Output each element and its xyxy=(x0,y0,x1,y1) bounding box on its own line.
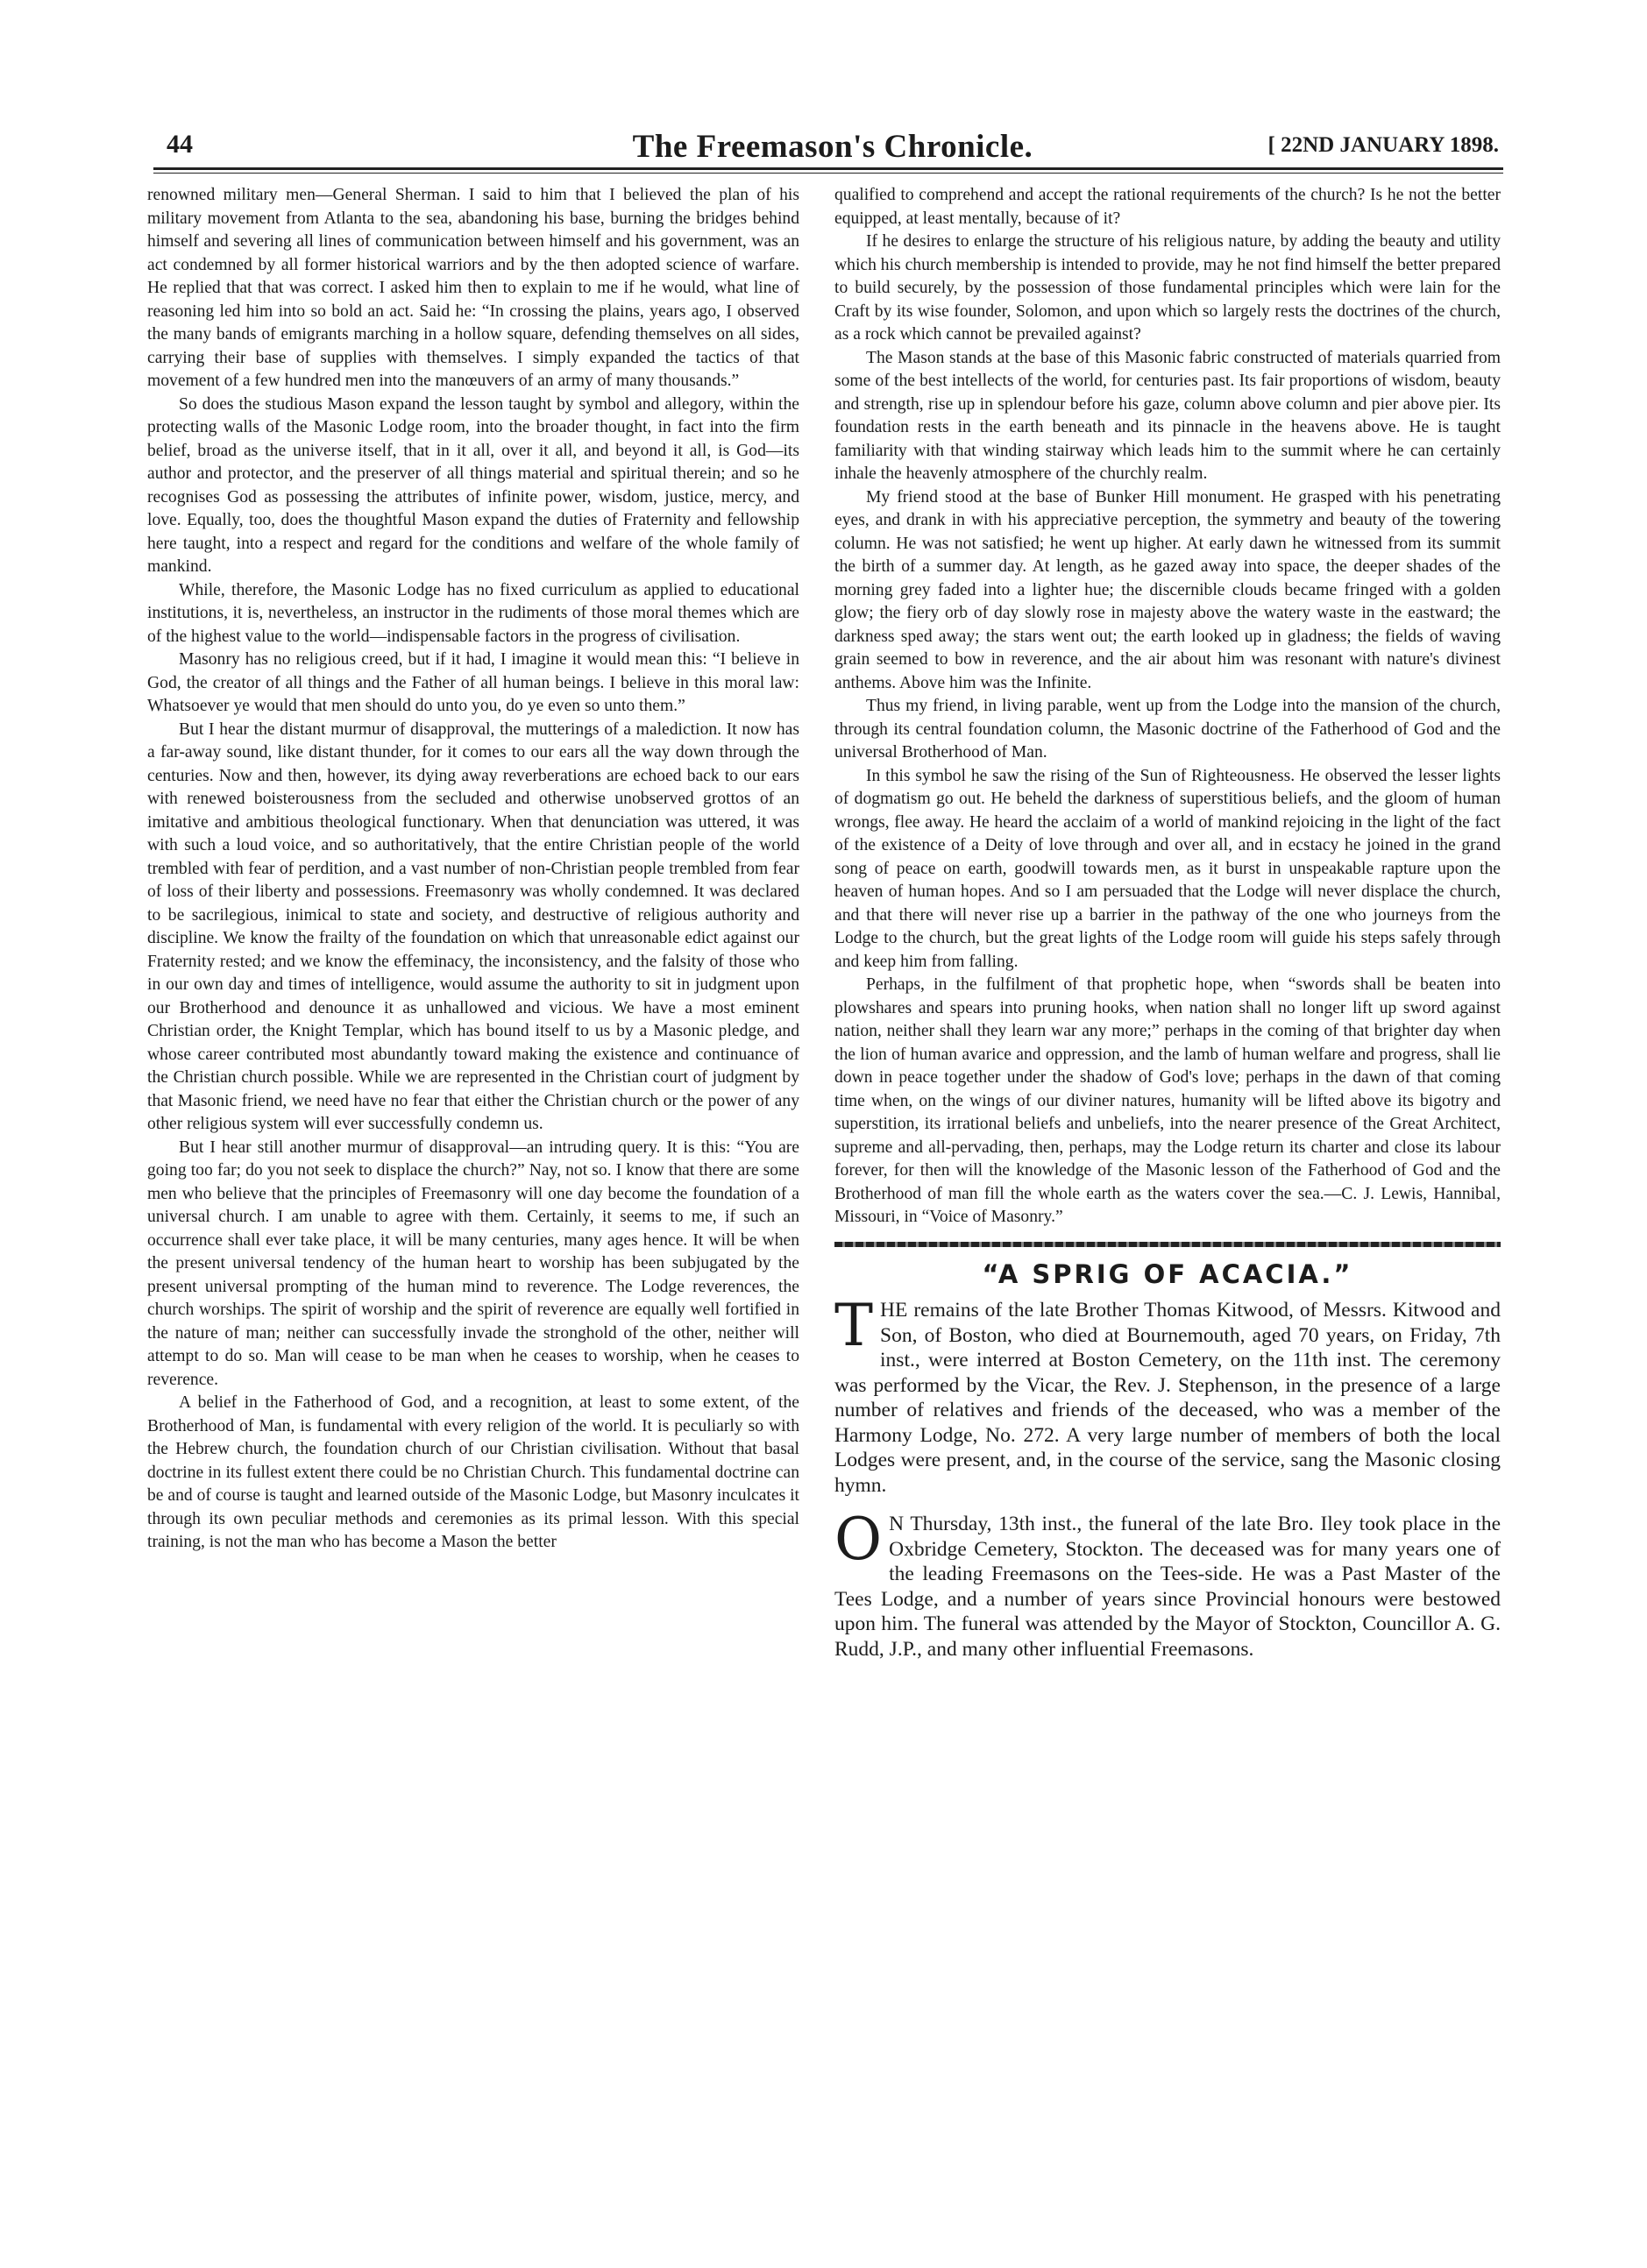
issue-date: [ 22ND JANUARY 1898. xyxy=(1267,133,1499,157)
obituary-item xyxy=(834,1506,1501,1662)
drop-cap: O xyxy=(834,1506,883,1573)
section-divider xyxy=(834,1242,1501,1247)
paragraph: My friend stood at the base of Bunker Hill monument. He grasped with his penetrating eyes, and drank in with his appreciative perception, the symmetry and beauty of the towering column. He was not satisfied; he went up higher. At early dawn he witnessed from its summit the birth of a summer day. At length, as he gazed away into space, the deeper shades of the morning grey faded into a lighter hue; the discernible clouds became fringed with a golden glow; the fiery orb of day slowly rose in majesty above the watery waste in the eastward; the darkness sped away; the stars went out; the earth looked up in gladness; the fields of waving grain seemed to bow in reverence, and the air about him was resonant with nature's divinest anthems. Above him was the Infinite. xyxy=(834,487,1501,692)
paragraph: qualified to comprehend and accept the rational requirements of the church? Is he not the better equipped, at least mentally, because of it? xyxy=(834,186,1501,228)
header-rule xyxy=(153,167,1503,170)
left-column xyxy=(147,184,799,1555)
paragraph: If he desires to enlarge the structure of his religious nature, by adding the beauty and utility which his church membership is intended to provide, may he not find himself the better prepared to build securely, by the possession of those fundamental principles which were lain for the Craft by its wise founder, Solomon, and upon which so largely rests the doctrines of the church, as a rock which cannot be prevailed against? xyxy=(834,232,1501,344)
page-header xyxy=(167,130,1499,168)
paragraph: Perhaps, in the fulfilment of that prophetic hope, when “swords shall be beaten into plowshares and spears into pruning hooks, when nation shall no longer lift up sword against nation, neither shall they learn war any more;” perhaps in the coming of that brighter day when the lion of human avarice and oppression, and the lamb of human welfare and progress, shall lie down in peace together under the shadow of God's love; perhaps in the dawn of that coming time when, on the wings of our diviner natures, humanity will be lifted above its bigotry and superstition, its irrational beliefs and unbeliefs, into the nearer presence of the Great Architect, supreme and all-pervading, then, perhaps, may the Lodge return its charter and close its labour forever, for then will the knowledge of the Masonic lesson of the Fatherhood of God and the Brotherhood of man fill the whole earth as the waters cover the sea.—C. J. Lewis, Hannibal, Missouri, in “Voice of Masonry.” xyxy=(834,975,1501,1226)
drop-cap: T xyxy=(834,1292,874,1359)
obituary-text: N Thursday, 13th inst., the funeral of the late Bro. Iley took place in the Oxbridge Cemetery, Stockton. The deceased was for many years one of the leading Freemasons on the Tees-side. He was a Past Master of the Tees Lodge, and a number of years since Provincial honours were bestowed upon him. The funeral was attended by the Mayor of Stockton, Councillor A. G. Rudd, J.P., and many other influential Freemasons. xyxy=(834,1513,1501,1661)
paragraph: In this symbol he saw the rising of the Sun of Righteousness. He observed the lesser lights of dogmatism go out. He beheld the darkness of superstitious beliefs, and the gloom of human wrongs, flee away. He heard the acclaim of a world of mankind rejoicing in the light of the fact of the existence of a Deity of love through and over all, and in ecstacy he joined in the grand song of peace on earth, goodwill towards men, as it burst in unspeakable rapture upon the heaven of human hopes. And so I am persuaded that the Lodge will never displace the church, and that there will never rise up a barrier in the pathway of the one who journeys from the Lodge to the church, but the great lights of the Lodge room will guide his steps safely through and keep him from falling. xyxy=(834,766,1501,971)
section-heading: “A SPRIG OF ACACIA.” xyxy=(982,1258,1353,1289)
paragraph: renowned military men—General Sherman. I said to him that I believed the plan of his military movement from Atlanta to the sea, abandoning his base, burning the bridges behind himself and severing all lines of communication between himself and his government, was an act condemned by all former historical warriors and by the then adopted science of warfare. He replied that that was correct. I asked him then to explain to me if he would, what line of reasoning led him into so bold an act. Said he: “In crossing the plains, years ago, I observed the many bands of emigrants marching in a hollow square, defending themselves on all sides, carrying their base of supplies with themselves. I simply expanded the tactics of that movement of a few hundred men into the manœuvers of an army of many thousands.” xyxy=(147,186,799,390)
obituary-item xyxy=(834,1292,1501,1498)
paragraph: But I hear the distant murmur of disapproval, the mutterings of a malediction. It now has a far-away sound, like distant thunder, for it comes to our ears all the way down through the centuries. Now and then, however, its dying away reverberations are echoed back to our ears with renewed boisterousness from the secluded and otherwise unobserved grottos of an imitative and ambitious theological functionary. When that denunciation was uttered, it was with such a loud voice, and so authoritatively, that the entire Christian people of the world trembled with fear of perdition, and a vast number of non-Christian people trembled from fear of loss of their liberty and possessions. Freemasonry was wholly condemned. It was declared to be sacrilegious, inimical to state and society, and destructive of religious authority and discipline. We know the frailty of the foundation on which that unreasonable edict against our Fraternity rested; and we know the effeminacy, the inconsistency, and the falsity of those who in our own day and times of intelligence, would assume the authority to sit in judgment upon our Brotherhood and denounce it as unhallowed and vicious. We have a most eminent Christian order, the Knight Templar, which has bound itself to us by a Masonic pledge, and whose career contributed most abundantly toward making the existence and continuance of the Christian church possible. While we are represented in the Christian court of judgment by that Masonic friend, we need have no fear that either the Christian church or the power of any other religious system will ever successfully condemn us. xyxy=(147,719,799,1133)
paragraph: So does the studious Mason expand the lesson taught by symbol and allegory, within the protecting walls of the Masonic Lodge room, into the broader thought, in fact into the firm belief, broad as the universe itself, that in it all, over it all, and beyond it all, is God—its author and protector, and the preserver of all things material and spiritual therein; and so he recognises God as possessing the attributes of infinite power, wisdom, justice, mercy, and love. Equally, too, does the thoughtful Mason expand the duties of Fraternity and fellowship here taught, into a respect and regard for the conditions and welfare of the whole family of mankind. xyxy=(147,394,799,576)
publication-title: The Freemason's Chronicle. xyxy=(632,129,1033,165)
paragraph: But I hear still another murmur of disapproval—an intruding query. It is this: “You are going too far; do you not seek to displace the church?” Nay, not so. I know that there are some men who believe that the principles of Freemasonry will one day become the foundation of a universal church. I am unable to agree with them. Certainly, it seems to me, if such an occurrence shall ever take place, it will be many centuries, many ages hence. It will be when the present universal tendency of the human heart to worship has been subjugated by the present universal prompting of the human mind to reverence. The Lodge reverences, the church worships. The spirit of worship and the spirit of reverence are equally well fortified in the nature of man; neither can successfully invade the stronghold of the other, neither will attempt to do so. Man will cease to be man when he ceases to worship, when he ceases to reverence. xyxy=(147,1138,799,1389)
paragraph: Masonry has no religious creed, but if it had, I imagine it would mean this: “I believe in God, the creator of all things and the Father of all human beings. I believe in this moral law: Whatsoever ye would that men should do unto you, do ye even so unto them.” xyxy=(147,650,799,715)
paragraph: The Mason stands at the base of this Masonic fabric constructed of materials quarried from some of the best intellects of the world, for centuries past. Its fair proportions of wisdom, beauty and strength, rise up in splendour before his gaze, column above column and pier above pier. Its foundation rests in the earth beneath and its pinnacle in the heavens above. He is taught familiarity with that winding stairway which leads him to the summit where he can certainly inhale the heavenly atmosphere of the churchly realm. xyxy=(834,348,1501,483)
obituary-text: HE remains of the late Brother Thomas Kitwood, of Messrs. Kitwood and Son, of Boston, who died at Bournemouth, aged 70 years, on Friday, 7th inst., were interred at Boston Cemetery, on the 11th inst. The ceremony was performed by the Vicar, the Rev. J. Stephenson, in the presence of a large number of relatives and friends of the deceased, who was a member of the Harmony Lodge, No. 272. A very large number of members of both the local Lodges were present, and, in the course of the service, sang the Masonic closing hymn. xyxy=(834,1299,1501,1497)
paragraph: While, therefore, the Masonic Lodge has no fixed curriculum as applied to educational institutions, it is, nevertheless, an instructor in the rudiments of those moral themes which are of the highest value to the world—indispensable factors in the progress of civilisation. xyxy=(147,580,799,646)
header-rule-thin xyxy=(153,173,1503,174)
paragraph: A belief in the Fatherhood of God, and a recognition, at least to some extent, of the Brotherhood of Man, is fundamental with every religion of the world. It is peculiarly so with the Hebrew church, the foundation church of our Christian civilisation. Without that basal doctrine in its fullest extent there could be no Christian Church. This fundamental doctrine can be and of course is taught and learned outside of the Masonic Lodge, but Masonry inculcates it through its own peculiar methods and ceremonies as its primal lesson. With this special training, is not the man who has become a Mason the better xyxy=(147,1393,799,1551)
page-number: 44 xyxy=(167,130,193,159)
right-column xyxy=(834,184,1501,1662)
paragraph: Thus my friend, in living parable, went up from the Lodge into the mansion of the church, through its central foundation column, the Masonic doctrine of the Fatherhood of God and the universal Brotherhood of Man. xyxy=(834,697,1501,762)
